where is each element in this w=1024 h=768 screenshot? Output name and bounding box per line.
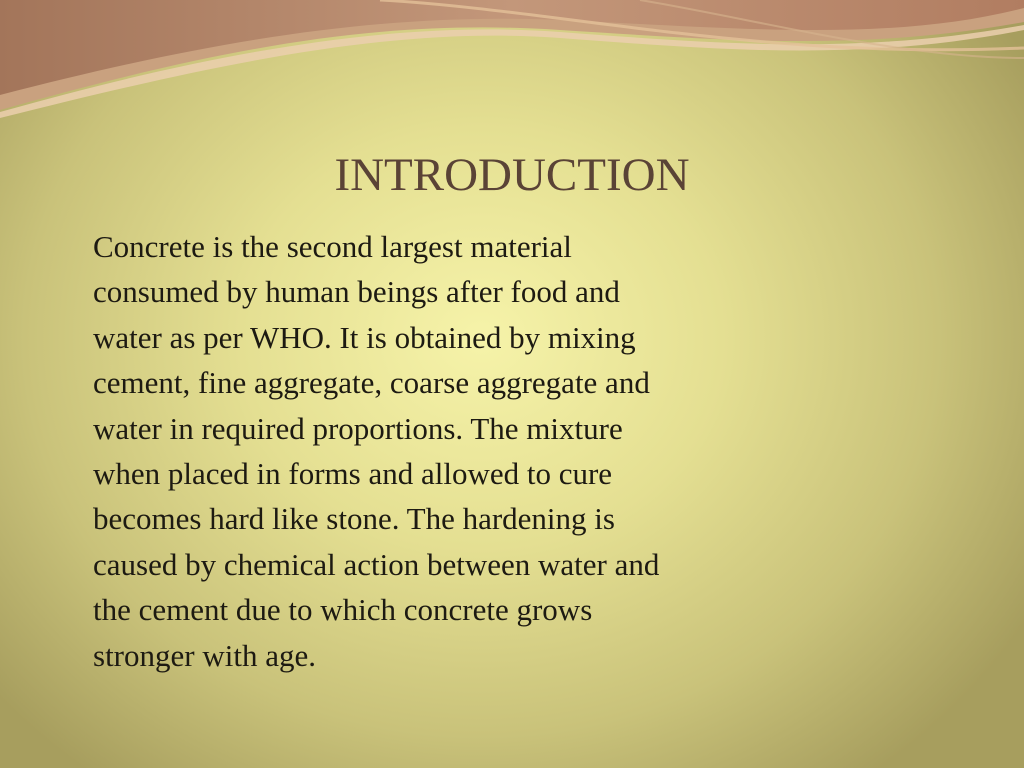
body-line: consumed by human beings after food and xyxy=(93,274,620,310)
slide-title: INTRODUCTION xyxy=(334,149,690,201)
body-line: water as per WHO. It is obtained by mixing xyxy=(93,319,636,355)
body-line: Concrete is the second largest material xyxy=(93,229,572,264)
body-line: cement, fine aggregate, coarse aggregate and xyxy=(93,365,650,401)
decorative-header-swoosh xyxy=(0,0,1024,160)
body-line: the cement due to which concrete grows xyxy=(93,592,593,628)
body-line: stronger with age. xyxy=(93,637,316,673)
body-line: caused by chemical action between water and xyxy=(93,546,660,582)
body-line: becomes hard like stone. The hardening is xyxy=(93,501,615,537)
slide-body-text xyxy=(93,224,793,678)
body-line: water in required proportions. The mixture xyxy=(93,410,623,446)
body-line: when placed in forms and allowed to cure xyxy=(93,456,613,492)
